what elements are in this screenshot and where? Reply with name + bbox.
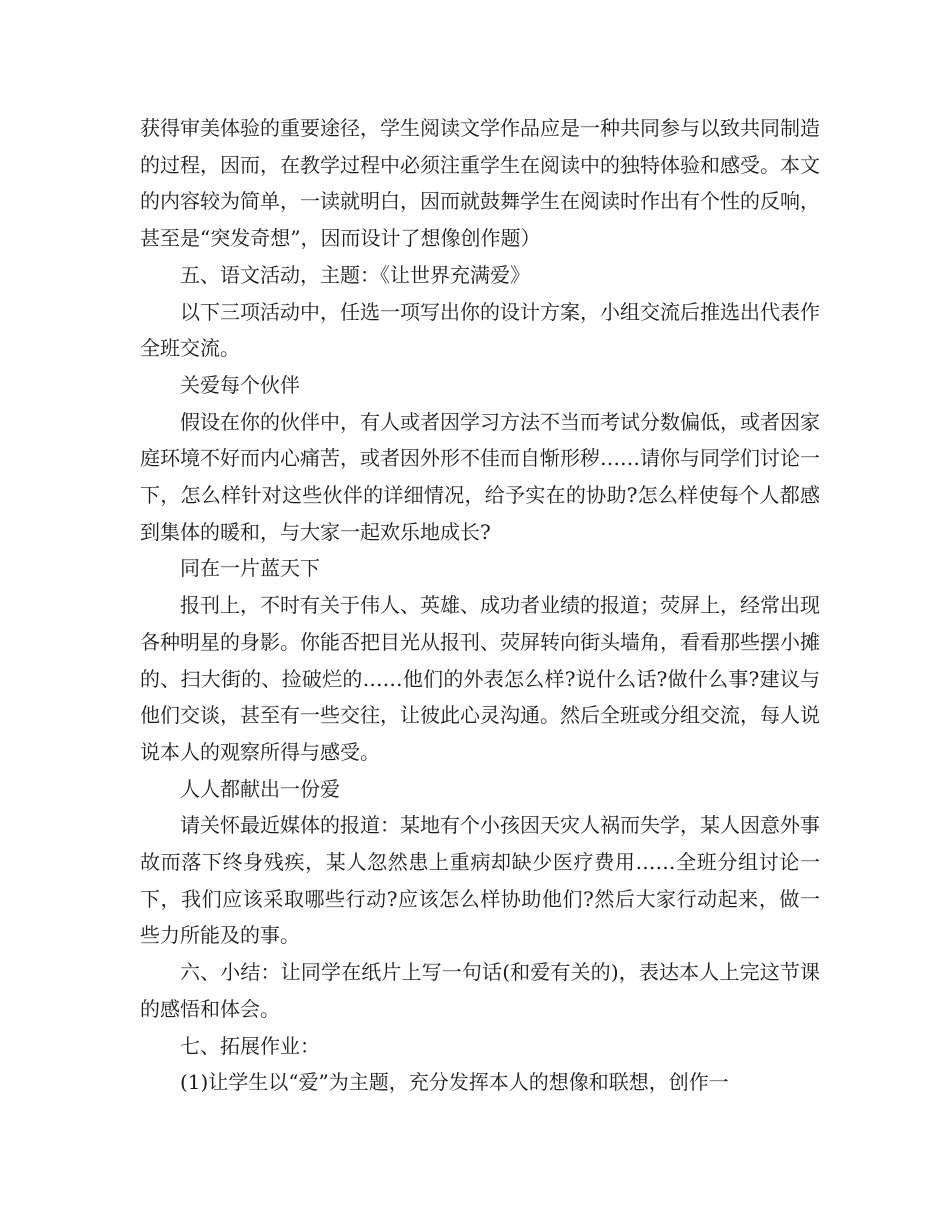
paragraph-summary: 六、小结：让同学在纸片上写一句话(和爱有关的)，表达本人上完这节课的感悟和体会。 — [140, 960, 820, 1021]
heading-language-activity: 五、语文活动，主题：《让世界充满爱》 — [180, 262, 530, 287]
heading-extended-homework: 七、拓展作业： — [180, 1033, 320, 1058]
paragraph-everyone-gives-love: 请关怀最近媒体的报道：某地有个小孩因天灾人祸而失学，某人因意外事故而落下终身残疾，某人忽然患上重病却缺少医疗费用……全班分组讨论一下，我们应该采取哪些行动?应该怎么样协助他们?然后大家行动起来，做一些力所能及的事。 — [140, 813, 820, 948]
paragraph-same-blue-sky: 报刊上，不时有关于伟人、英雄、成功者业绩的报道；荧屏上，经常出现各种明星的身影。你能否把目光从报刊、荧屏转向街头墙角，看看那些摆小摊的、扫大街的、捡破烂的……他们的外表怎么样?说什么话?做什么事?建议与他们交谈，甚至有一些交往，让彼此心灵沟通。然后全班或分组交流，每人说说本人的观察所得与感受。 — [140, 593, 820, 764]
paragraph-homework-item-1: (1)让学生以“爱”为主题，充分发挥本人的想像和联想，创作一 — [180, 1070, 729, 1095]
document-page — [140, 110, 820, 1101]
subheading-care-for-partners: 关爱每个伙伴 — [180, 372, 300, 397]
paragraph-activity-instructions: 以下三项活动中，任选一项写出你的设计方案，小组交流后推选出代表作全班交流。 — [140, 299, 820, 361]
paragraph-aesthetic-experience: 获得审美体验的重要途径，学生阅读文学作品应是一种共同参与以致共同制造的过程，因而，在教学过程中必须注重学生在阅读中的独特体验和感受。本文的内容较为简单，一读就明白，因而就鼓舞学生在阅读时作出有个性的反响，甚至是“突发奇想”，因而设计了想像创作题） — [140, 116, 820, 251]
paragraph-care-for-partners: 假设在你的伙伴中，有人或者因学习方法不当而考试分数偏低，或者因家庭环境不好而内心痛苦，或者因外形不佳而自惭形秽……请你与同学们讨论一下，怎么样针对这些伙伴的详细情况，给予实在的协助?怎么样使每个人都感到集体的暖和，与大家一起欢乐地成长? — [140, 409, 820, 544]
subheading-same-blue-sky: 同在一片蓝天下 — [180, 556, 320, 581]
subheading-everyone-gives-love: 人人都献出一份爱 — [180, 776, 340, 801]
